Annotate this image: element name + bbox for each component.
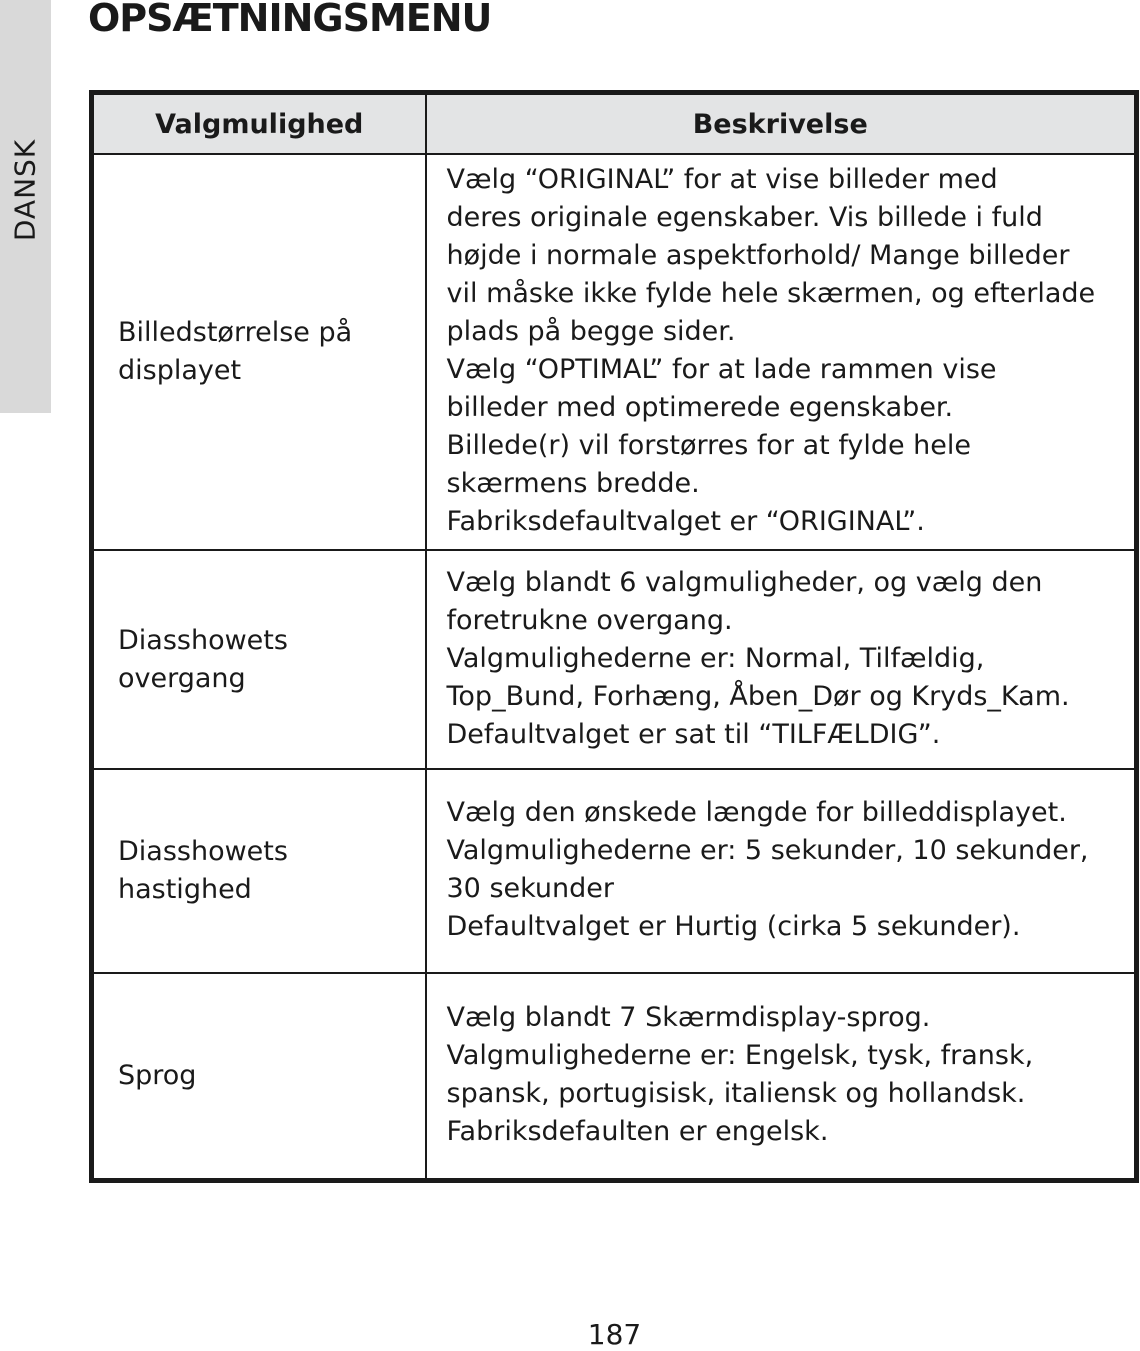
language-side-tab bbox=[0, 0, 51, 413]
table-row bbox=[92, 154, 1137, 550]
description-cell bbox=[426, 769, 1137, 973]
table-row bbox=[92, 550, 1137, 769]
option-column-header: Valgmulighed bbox=[92, 93, 426, 155]
description-line: Fabriksdefaultvalget er “ORIGINAL”. bbox=[446, 506, 925, 537]
description-line: Vælg blandt 6 valgmuligheder, og vælg den bbox=[446, 566, 1043, 598]
description-line: Defaultvalget er sat til “TILFÆLDIG”. bbox=[446, 718, 941, 750]
option-cell: Billedstørrelse på displayet bbox=[92, 154, 426, 550]
description-cell bbox=[426, 154, 1137, 550]
description-line: Defaultvalget er Hurtig (cirka 5 sekunder). bbox=[446, 911, 1021, 942]
description-line: Valgmulighederne er: Normal, Tilfældig, bbox=[446, 642, 985, 674]
description-line: Top_Bund, Forhæng, Åben_Dør og Kryds_Kam. bbox=[446, 680, 1070, 712]
page-title: OPSÆTNINGSMENU bbox=[88, 0, 492, 40]
description-line: vil måske ikke fylde hele skærmen, og efterlade bbox=[446, 278, 1096, 309]
description-column-header: Beskrivelse bbox=[426, 93, 1137, 155]
description-line: billeder med optimerede egenskaber. bbox=[446, 392, 954, 423]
description-line: plads på begge sider. bbox=[446, 316, 736, 347]
description-line: Vælg den ønskede længde for billeddisplayet. bbox=[446, 797, 1067, 828]
settings-menu-table bbox=[89, 90, 1139, 1183]
page-number: 187 bbox=[587, 1318, 642, 1351]
description-line: Fabriksdefaulten er engelsk. bbox=[446, 1115, 829, 1147]
table-row bbox=[92, 973, 1137, 1180]
description-line: Billede(r) vil forstørres for at fylde hele bbox=[446, 430, 971, 461]
description-line: Vælg “OPTIMAL” for at lade rammen vise bbox=[446, 354, 997, 385]
table-header-row bbox=[92, 93, 1137, 155]
description-line: Valgmulighederne er: 5 sekunder, 10 sekunder, bbox=[446, 835, 1089, 866]
description-line: Valgmulighederne er: Engelsk, tysk, fransk, bbox=[446, 1039, 1034, 1071]
description-cell bbox=[426, 973, 1137, 1180]
description-line: skærmens bredde. bbox=[446, 468, 700, 499]
description-line: 30 sekunder bbox=[446, 873, 614, 904]
description-line: Vælg blandt 7 Skærmdisplay-sprog. bbox=[446, 1001, 931, 1033]
option-cell: Sprog bbox=[92, 973, 426, 1180]
table-row bbox=[92, 769, 1137, 973]
description-line: højde i normale aspektforhold/ Mange billeder bbox=[446, 240, 1070, 271]
description-line: deres originale egenskaber. Vis billede i fuld bbox=[446, 202, 1043, 233]
description-line: foretrukne overgang. bbox=[446, 604, 733, 636]
description-line: Vælg “ORIGINAL” for at vise billeder med bbox=[446, 164, 998, 195]
option-cell: Diasshowets overgang bbox=[92, 550, 426, 769]
language-tab-label: DANSK bbox=[8, 138, 42, 242]
description-line: spansk, portugisisk, italiensk og hollandsk. bbox=[446, 1077, 1026, 1109]
description-cell bbox=[426, 550, 1137, 769]
option-cell: Diasshowets hastighed bbox=[92, 769, 426, 973]
